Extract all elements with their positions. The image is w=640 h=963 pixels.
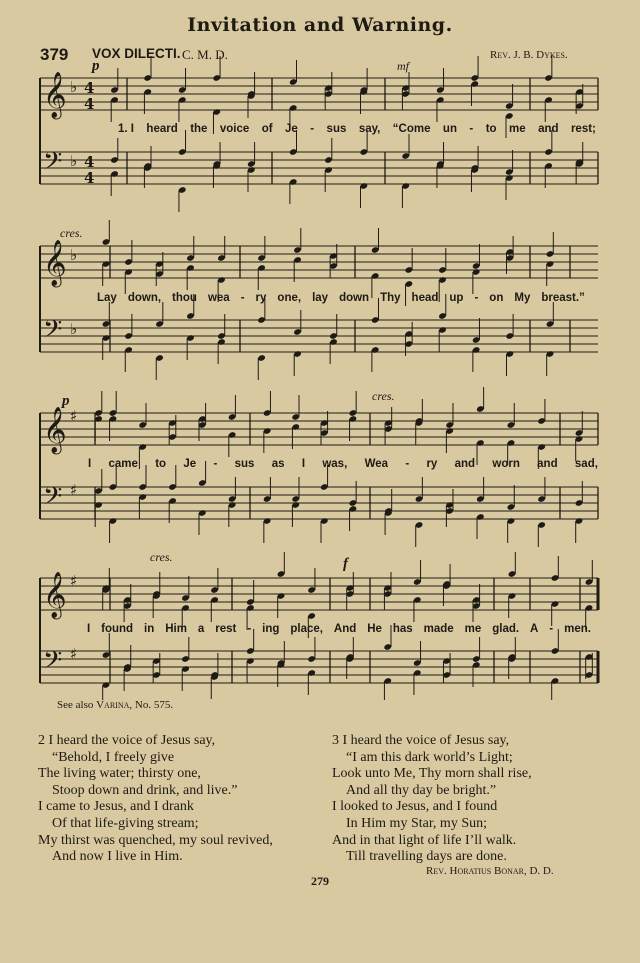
see-also-tune[interactable]: Varina	[96, 699, 130, 711]
syllable: ing	[262, 623, 280, 635]
syllable: one,	[277, 292, 302, 304]
dynamic-marking: p	[92, 58, 100, 74]
syllable: and	[537, 458, 558, 470]
sharp-key-signature: ♯	[70, 481, 78, 499]
syllable: a	[197, 623, 205, 635]
syllable: and	[454, 458, 476, 470]
verse-line: Stoop down and drink, and live.”	[52, 782, 238, 798]
syllable: -	[469, 123, 474, 135]
sharp-key-signature: ♯	[70, 572, 78, 590]
time-signature: 4	[84, 169, 95, 187]
text-author: Rev. Horatius Bonar, D. D.	[426, 865, 554, 877]
meter: C. M. D.	[182, 47, 228, 62]
hymn-number: 379	[40, 45, 69, 64]
time-signature: 4	[84, 153, 95, 171]
syllable: in	[144, 623, 155, 635]
dynamic-marking: f	[343, 556, 348, 572]
syllable: to	[485, 123, 497, 135]
syllable: wea	[207, 292, 230, 304]
bass-clef-icon: 𝄢	[43, 147, 63, 182]
verse-3	[332, 733, 532, 866]
lyrics-line-4	[87, 623, 591, 635]
page-number: 279	[311, 874, 329, 888]
flat-key-signature: ♭	[70, 152, 78, 170]
bass-clef-icon: 𝄢	[43, 315, 63, 350]
syllable: Thy	[380, 292, 401, 304]
syllable: I	[88, 458, 92, 470]
syllable: -	[247, 623, 252, 635]
syllable: on	[489, 292, 504, 304]
see-also-note	[57, 699, 173, 711]
syllable: ry	[255, 292, 267, 304]
treble-clef-icon: 𝄞	[43, 72, 67, 118]
syllable: glad.	[492, 623, 520, 635]
treble-clef-icon: 𝄞	[43, 240, 67, 286]
verse-line: In Him my Star, my Sun;	[346, 815, 487, 831]
flat-key-signature: ♭	[70, 246, 78, 264]
verse-line: Of that life-giving stream;	[52, 815, 199, 831]
syllable: the	[190, 123, 208, 135]
syllable: heard	[146, 123, 178, 135]
lyrics-line-3	[88, 458, 598, 470]
time-signature: 4	[84, 95, 95, 113]
syllable: And	[333, 623, 357, 635]
syllable: voice	[219, 123, 250, 135]
syllable: A	[530, 623, 539, 635]
composer: Rev. J. B. Dykes.	[490, 49, 568, 61]
syllable: sus	[234, 458, 255, 470]
flat-key-signature: ♭	[70, 78, 78, 96]
sharp-key-signature: ♯	[70, 407, 78, 425]
syllable: ry	[426, 458, 438, 470]
syllable: He	[367, 623, 382, 635]
verse-line: And now I live in Him.	[52, 849, 183, 865]
dynamic-marking: cres.	[60, 226, 83, 240]
syllable: -	[405, 458, 410, 470]
syllable: -	[213, 458, 218, 470]
syllable: Wea	[364, 458, 389, 470]
syllable: as	[271, 458, 285, 470]
syllable: of	[261, 123, 273, 135]
syllable: found	[101, 623, 134, 635]
syllable: thou	[172, 292, 197, 304]
verse-line: I looked to Jesus, and I found	[332, 799, 498, 815]
verse-line: 3 I heard the voice of Jesus say,	[332, 733, 510, 748]
syllable: and	[538, 123, 559, 135]
syllable: -	[549, 623, 554, 635]
lyrics-line-2	[97, 292, 585, 304]
verse-line: And in that light of life I’ll walk.	[332, 832, 517, 848]
syllable: 1. I	[118, 123, 134, 135]
syllable: was,	[322, 458, 348, 470]
syllable: head	[411, 292, 439, 304]
see-also-prefix: See also	[57, 699, 94, 711]
syllable: -	[310, 123, 315, 135]
section-title: Invitation and Warning.	[187, 14, 453, 36]
syllable: down,	[127, 292, 162, 304]
lyrics-line-1	[118, 123, 596, 135]
flat-key-signature: ♭	[70, 320, 78, 338]
treble-clef-icon: 𝄞	[43, 572, 67, 618]
treble-clef-icon: 𝄞	[43, 407, 67, 453]
syllable: sus	[326, 123, 347, 135]
syllable: Him	[165, 623, 187, 635]
syllable: has	[392, 623, 413, 635]
syllable: up	[449, 292, 464, 304]
tune-name: VOX DILECTI.	[92, 46, 181, 61]
syllable: down	[339, 292, 370, 304]
syllable: say,	[358, 123, 381, 135]
syllable: made	[423, 623, 454, 635]
syllable: rest	[215, 623, 237, 635]
bass-clef-icon: 𝄢	[43, 646, 63, 681]
syllable: came	[108, 458, 138, 470]
syllable: sad,	[574, 458, 598, 470]
syllable: “Come	[392, 123, 431, 135]
verse-line: “I am this dark world’s Light;	[346, 749, 513, 765]
syllable: lay	[312, 292, 329, 304]
verse-line: Look unto Me, Thy morn shall rise,	[332, 766, 532, 782]
syllable: -	[240, 292, 245, 304]
dynamic-marking: cres.	[150, 550, 173, 564]
syllable: to	[155, 458, 167, 470]
see-also-number: , No. 575.	[129, 699, 174, 711]
syllable: breast.”	[541, 292, 585, 304]
verse-line: Till travelling days are done.	[346, 849, 507, 865]
syllable: rest;	[570, 123, 596, 135]
syllable: Je	[285, 123, 298, 135]
dynamic-marking: p	[62, 393, 70, 409]
verse-line: I came to Jesus, and I drank	[38, 799, 194, 815]
verse-2	[38, 733, 273, 866]
syllable: worn	[492, 458, 520, 470]
dynamic-marking: cres.	[372, 389, 395, 403]
syllable: I	[301, 458, 306, 470]
syllable: un	[442, 123, 457, 135]
syllable: My	[514, 292, 531, 304]
verse-line: My thirst was quenched, my soul revived,	[38, 832, 273, 848]
syllable: place,	[290, 623, 323, 635]
syllable: -	[474, 292, 479, 304]
syllable: men.	[564, 623, 591, 635]
verse-line: The living water; thirsty one,	[38, 766, 201, 782]
syllable: I	[87, 623, 91, 635]
verse-line: “Behold, I freely give	[52, 749, 175, 765]
sharp-key-signature: ♯	[70, 645, 78, 663]
syllable: me	[464, 623, 482, 635]
bass-clef-icon: 𝄢	[43, 482, 63, 517]
verse-line: 2 I heard the voice of Jesus say,	[38, 733, 216, 748]
time-signature: 4	[84, 79, 95, 97]
syllable: Je	[183, 458, 197, 470]
syllable: me	[509, 123, 526, 135]
syllable: Lay	[97, 292, 117, 304]
dynamic-marking: mf	[397, 59, 409, 73]
verse-line: And all thy day be bright.”	[346, 782, 497, 798]
